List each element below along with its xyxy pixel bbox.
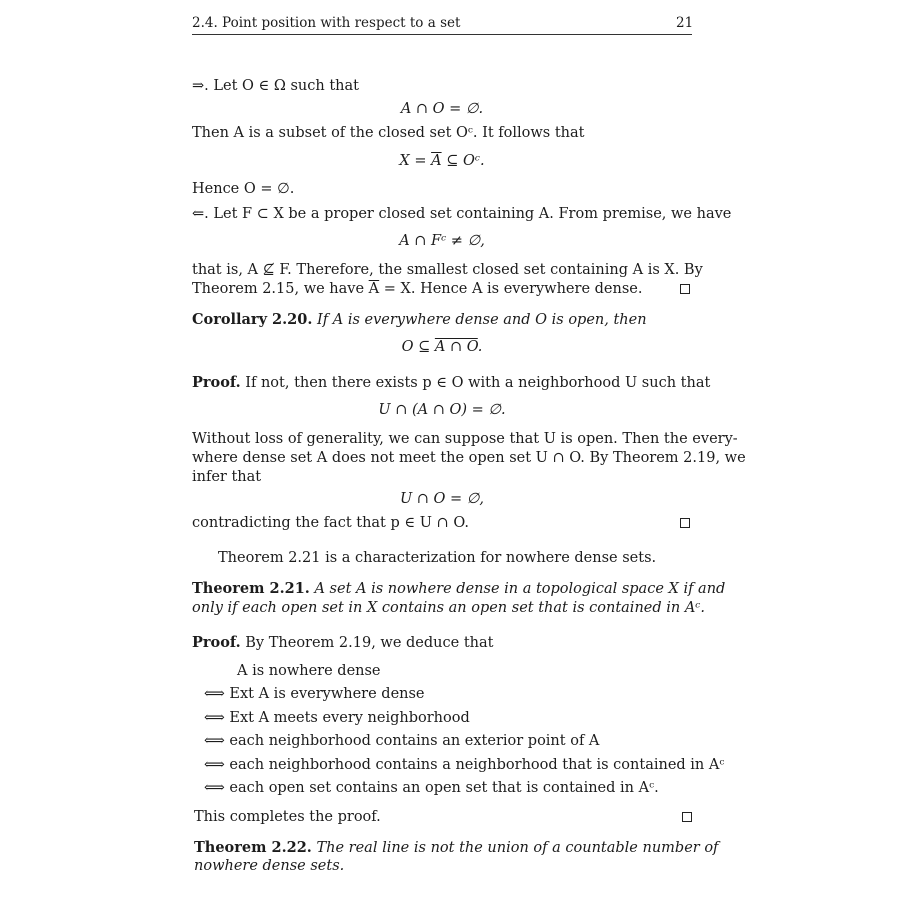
text-line: ⇐. Let F ⊂ X be a proper closed set containing A. From premise, we have (192, 206, 732, 222)
qed-box (680, 284, 690, 294)
equivalence-line: A is nowhere dense (237, 663, 381, 679)
text-line: ⇒. Let O ∈ Ω such that (192, 78, 359, 94)
proof-start: Proof. If not, then there exists p ∈ O with a neighborhood U such that (192, 374, 711, 391)
text-line: infer that (192, 469, 262, 485)
text-line: Without loss of generality, we can suppose that U is open. Then the every- (192, 431, 738, 447)
display-equation: A ∩ Fᶜ ≠ ∅, (399, 233, 485, 249)
proof-start: Proof. By Theorem 2.19, we deduce that (192, 634, 494, 651)
equivalence-line: ⟺ each neighborhood contains a neighborhood that is contained in Aᶜ (204, 757, 725, 773)
header-rule (192, 34, 692, 35)
text-line: Hence O = ∅. (192, 181, 295, 197)
display-equation: O ⊆ A ∩ O. (401, 339, 483, 355)
display-equation: U ∩ (A ∩ O) = ∅. (378, 402, 506, 418)
text-line: that is, A ⊈ F. Therefore, the smallest closed set containing A is X. By (192, 262, 703, 278)
equivalence-line: ⟺ Ext A is everywhere dense (204, 686, 425, 702)
page-number: 21 (676, 15, 694, 31)
text-line: Theorem 2.21 is a characterization for nowhere dense sets. (218, 550, 657, 566)
text-line: This completes the proof. (194, 809, 381, 825)
equivalence-line: ⟺ Ext A meets every neighborhood (204, 710, 470, 726)
text-line: Then A is a subset of the closed set Oᶜ. It follows that (192, 125, 585, 141)
display-equation: $X = \overline{A}$ ⊆ Oᶜ. (399, 153, 485, 169)
qed-box (680, 518, 690, 528)
display-equation: U ∩ O = ∅, (399, 491, 485, 507)
corollary-2-20: Corollary 2.20. If A is everywhere dense and O is open, then (192, 311, 647, 328)
running-header-section: 2.4. Point position with respect to a set (192, 15, 461, 31)
theorem-2-21: Theorem 2.21. A set A is nowhere dense in a topological space X if and (192, 580, 726, 597)
text-line: contradicting the fact that p ∈ U ∩ O. (192, 515, 469, 531)
text-line: Theorem 2.15, we have $\overline{A} = X$. Hence A is everywhere dense. (192, 281, 643, 297)
equivalence-line: ⟺ each neighborhood contains an exterior point of A (204, 733, 600, 749)
text-line: where dense set A does not meet the open set U ∩ O. By Theorem 2.19, we (192, 450, 746, 466)
theorem-2-21-cont: only if each open set in X contains an open set that is contained in Aᶜ. (192, 600, 706, 616)
theorem-2-22: Theorem 2.22. The real line is not the union of a countable number of (194, 839, 719, 856)
equivalence-line: ⟺ each open set contains an open set that is contained in Aᶜ. (204, 780, 659, 796)
qed-box (682, 812, 692, 822)
theorem-2-22-cont: nowhere dense sets. (194, 858, 345, 874)
display-equation: A ∩ O = ∅. (400, 101, 484, 117)
